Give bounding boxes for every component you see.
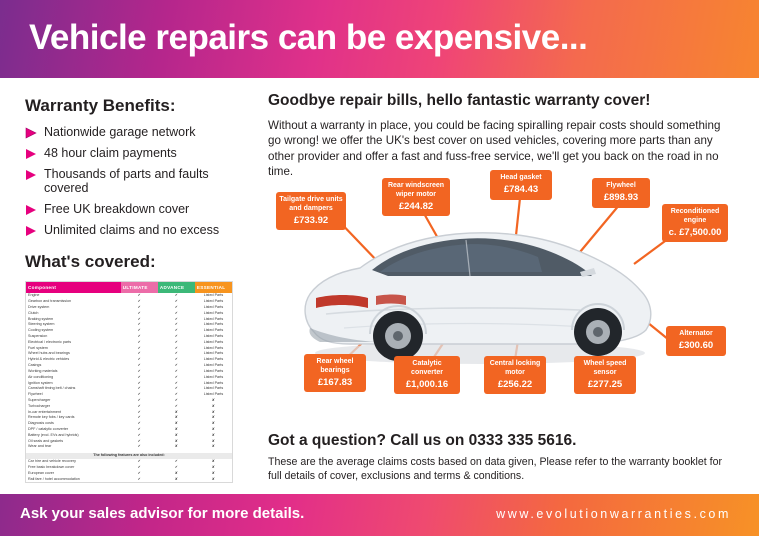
table-subheading: The following features are also included: [26, 453, 232, 459]
cell-component: Suspension [28, 334, 48, 339]
cell-ultimate: ✔ [137, 464, 141, 469]
cell-ultimate: ✔ [137, 415, 141, 420]
contact-disclaimer: These are the average claims costs based on data given, Please refer to the warranty booklet for full details of cover, exclusions and terms & conditions. [268, 456, 723, 482]
cell-essential: ✘ [211, 432, 215, 437]
cell-component: In-car entertainment [28, 409, 61, 414]
cell-component: Casings [28, 363, 42, 368]
cell-ultimate: ✔ [137, 310, 141, 315]
callout-alternator [666, 326, 726, 356]
cell-essential: ✘ [211, 421, 215, 426]
callout-tailgate-drive-units [276, 192, 346, 230]
cell-advance: ✘ [174, 432, 178, 437]
cell-component: Turbocharger [28, 403, 50, 408]
page-footer [0, 494, 759, 536]
list-item [25, 202, 253, 217]
page-title: Vehicle repairs can be expensive... [29, 18, 588, 57]
cell-advance: ✘ [174, 476, 178, 481]
cell-essential: Listed Parts [203, 339, 224, 344]
cell-advance: ✔ [174, 386, 178, 391]
arrow-icon [25, 127, 38, 140]
cell-advance: ✔ [174, 310, 178, 315]
cell-ultimate: ✔ [137, 368, 141, 373]
benefits-list [25, 125, 253, 238]
cell-ultimate: ✔ [137, 351, 141, 356]
cell-component: Free basic breakdown cover [28, 464, 75, 469]
benefit-label: Thousands of parts and faults covered [44, 167, 209, 196]
cell-component: Flywheel [28, 392, 43, 397]
cell-advance: ✔ [174, 397, 178, 402]
cell-component: Hybrid & electric vehicles [28, 357, 70, 362]
cell-essential: Listed Parts [203, 310, 224, 315]
cell-advance: ✘ [174, 438, 178, 443]
cell-advance: ✔ [174, 363, 178, 368]
cell-essential: ✘ [211, 403, 215, 408]
cell-essential: ✘ [211, 438, 215, 443]
cell-component: Wheel hubs and bearings [28, 351, 70, 356]
benefit-label: Unlimited claims and no excess [44, 222, 220, 237]
cell-ultimate: ✔ [137, 397, 141, 402]
arrow-icon [25, 169, 38, 182]
callout-price: £244.82 [398, 200, 434, 212]
cell-ultimate: ✔ [137, 438, 141, 443]
arrow-icon [25, 204, 38, 217]
cell-ultimate: ✔ [137, 357, 141, 362]
callout-label: Head gasket [500, 174, 542, 181]
cell-essential: Listed Parts [203, 368, 224, 373]
list-item [25, 146, 253, 161]
callout-rear-wiper-motor [382, 178, 450, 216]
arrow-icon [25, 225, 38, 238]
cell-essential: Listed Parts [203, 363, 224, 368]
cell-ultimate: ✔ [137, 322, 141, 327]
cell-ultimate: ✔ [137, 421, 141, 426]
callout-price: £167.83 [317, 376, 353, 388]
callout-price: £784.43 [503, 183, 539, 195]
cell-advance: ✔ [174, 293, 178, 298]
cell-component: Ignition system [28, 380, 53, 385]
cell-ultimate: ✔ [137, 459, 141, 464]
cell-ultimate: ✔ [137, 432, 141, 437]
cell-ultimate: ✔ [137, 299, 141, 304]
right-column [268, 92, 736, 179]
cell-essential: ✘ [211, 464, 215, 469]
column-header-component: Component [26, 282, 121, 293]
callout-price: £898.93 [603, 191, 639, 203]
cell-component: Cooling system [28, 328, 54, 333]
cell-essential: ✘ [211, 470, 215, 475]
callout-label: Central locking motor [489, 360, 541, 376]
column-header-essential: ESSENTIAL [195, 282, 232, 293]
cell-advance: ✔ [174, 322, 178, 327]
cell-component: Car hire and vehicle recovery [28, 459, 76, 464]
cell-advance: ✔ [174, 374, 178, 379]
cell-advance: ✔ [174, 328, 178, 333]
cell-advance: ✘ [174, 409, 178, 414]
list-item [25, 167, 253, 196]
benefit-label: Nationwide garage network [44, 125, 196, 139]
cell-component: Fuel system [28, 345, 48, 350]
cell-advance: ✔ [174, 316, 178, 321]
cell-essential: Listed Parts [203, 328, 224, 333]
cell-essential: Listed Parts [203, 345, 224, 350]
cell-ultimate: ✔ [137, 386, 141, 391]
cell-component: DPF / catalytic converter [28, 427, 69, 432]
column-header-ultimate: ULTIMATE [121, 282, 158, 293]
cell-advance: ✘ [174, 415, 178, 420]
callout-price: £733.92 [293, 214, 329, 226]
covered-heading: What's covered: [25, 251, 156, 271]
callout-price: £1,000.16 [405, 378, 449, 390]
cover-pitch-title: Goodbye repair bills, hello fantastic warranty cover! [268, 92, 651, 109]
callout-price: £277.25 [587, 378, 623, 390]
cell-ultimate: ✔ [137, 380, 141, 385]
cell-component: Wear and tear [28, 444, 52, 449]
benefit-label: 48 hour claim payments [44, 146, 177, 160]
cell-ultimate: ✔ [137, 403, 141, 408]
cell-essential: Listed Parts [203, 374, 224, 379]
cell-essential: Listed Parts [203, 351, 224, 356]
cell-ultimate: ✔ [137, 293, 141, 298]
cell-component: Battery (excl. EVs and hybrids) [28, 432, 79, 437]
cell-component: Electrical / electronic parts [28, 339, 72, 344]
cell-essential: Listed Parts [203, 299, 224, 304]
callout-rear-wheel-bearings [304, 354, 366, 392]
cell-ultimate: ✔ [137, 345, 141, 350]
cell-ultimate: ✔ [137, 339, 141, 344]
cell-essential: Listed Parts [203, 293, 224, 298]
cell-component: Air conditioning [28, 374, 54, 379]
callout-label: Flywheel [606, 182, 636, 189]
cell-ultimate: ✔ [137, 392, 141, 397]
cell-advance: ✔ [174, 392, 178, 397]
cell-component: Remote key fobs / key cards [28, 415, 75, 420]
cell-advance: ✔ [174, 304, 178, 309]
cell-component: Clutch [28, 310, 39, 315]
cell-essential: ✘ [211, 476, 215, 481]
cover-pitch-body: Without a warranty in place, you could be facing spiralling repair costs should something go wrong! we offer the UK's best cover on used vehicles, covering more parts than any other provider and offer a fast and fuss-free service, we'll get you back on the road in no time. [268, 119, 721, 178]
cell-essential: ✘ [211, 397, 215, 402]
cell-essential: ✘ [211, 409, 215, 414]
cell-component: Steering system [28, 322, 55, 327]
callout-reconditioned-engine [662, 204, 728, 242]
contact-block [268, 432, 738, 484]
callout-label: Alternator [679, 330, 713, 337]
cell-advance: ✔ [174, 380, 178, 385]
cell-ultimate: ✔ [137, 409, 141, 414]
cell-component: Diagnosis costs [28, 421, 54, 426]
cell-component: Oil seals and gaskets [28, 438, 64, 443]
cell-ultimate: ✔ [137, 328, 141, 333]
cell-advance: ✔ [174, 357, 178, 362]
cell-ultimate: ✔ [137, 316, 141, 321]
cell-essential: Listed Parts [203, 322, 224, 327]
cell-essential: ✘ [211, 444, 215, 449]
cell-component: Rail fare / hotel accommodation [28, 476, 80, 481]
cell-component: Engine [28, 293, 40, 298]
cell-advance: ✘ [174, 444, 178, 449]
cell-essential: Listed Parts [203, 386, 224, 391]
footer-website[interactable]: www.evolutionwarranties.com [496, 507, 731, 521]
car-diagram [262, 168, 742, 418]
contact-title: Got a question? Call us on 0333 335 5616. [268, 432, 577, 449]
list-item [25, 125, 253, 140]
cell-advance: ✔ [174, 351, 178, 356]
cell-advance: ✘ [174, 427, 178, 432]
cell-component: Working materials [28, 368, 58, 373]
cell-ultimate: ✔ [137, 470, 141, 475]
page-header [0, 0, 759, 78]
callout-label: Wheel speed sensor [583, 360, 627, 376]
footer-cta: Ask your sales advisor for more details. [20, 505, 305, 522]
cell-ultimate: ✔ [137, 304, 141, 309]
cell-advance: ✔ [174, 339, 178, 344]
callout-label: Rear windscreen wiper motor [387, 182, 445, 198]
cell-essential: Listed Parts [203, 334, 224, 339]
car-illustration [280, 210, 680, 370]
callout-wheel-speed-sensor [574, 356, 636, 394]
cell-advance: ✔ [174, 403, 178, 408]
cell-advance: ✔ [174, 334, 178, 339]
callout-label: Reconditioned engine [670, 208, 720, 224]
cell-component: Camshaft timing belt / chains [28, 386, 76, 391]
cell-essential: ✘ [211, 427, 215, 432]
benefit-label: Free UK breakdown cover [44, 201, 190, 216]
callout-price: £256.22 [497, 378, 533, 390]
cell-component: Gearbox and transmission [28, 299, 72, 304]
callout-label: Rear wheel bearings [316, 358, 354, 374]
table-header-row [26, 282, 232, 293]
cell-advance: ✔ [174, 368, 178, 373]
cell-essential: Listed Parts [203, 304, 224, 309]
cell-ultimate: ✔ [137, 444, 141, 449]
cell-advance: ✘ [174, 470, 178, 475]
arrow-icon [25, 148, 38, 161]
cell-advance: ✔ [174, 459, 178, 464]
coverage-table [25, 281, 233, 483]
cell-essential: ✘ [211, 415, 215, 420]
cell-essential: Listed Parts [203, 316, 224, 321]
cell-ultimate: ✔ [137, 334, 141, 339]
cell-essential: Listed Parts [203, 392, 224, 397]
table-row [26, 476, 232, 482]
cell-essential: ✘ [211, 459, 215, 464]
benefits-heading: Warranty Benefits: [25, 96, 176, 115]
cell-ultimate: ✔ [137, 427, 141, 432]
callout-label: Tailgate drive units and dampers [279, 196, 343, 212]
cell-component: European cover [28, 470, 55, 475]
cell-advance: ✔ [174, 345, 178, 350]
cell-ultimate: ✔ [137, 363, 141, 368]
cell-component: Braking system [28, 316, 54, 321]
callout-flywheel [592, 178, 650, 208]
cell-advance: ✔ [174, 464, 178, 469]
cell-essential: Listed Parts [203, 357, 224, 362]
cell-component: Supercharger [28, 397, 51, 402]
left-column [25, 96, 253, 483]
cell-essential: Listed Parts [203, 380, 224, 385]
cell-advance: ✘ [174, 421, 178, 426]
callout-price: c. £7,500.00 [668, 226, 722, 238]
list-item [25, 223, 253, 238]
cell-ultimate: ✔ [137, 374, 141, 379]
callout-label: Catalytic converter [411, 360, 443, 376]
callout-price: £300.60 [678, 339, 714, 351]
cell-advance: ✔ [174, 299, 178, 304]
cell-component: Drive system [28, 304, 50, 309]
callout-head-gasket [490, 170, 552, 200]
callout-catalytic-converter [394, 356, 460, 394]
callout-central-locking-motor [484, 356, 546, 394]
column-header-advance: ADVANCE [158, 282, 195, 293]
cell-ultimate: ✔ [137, 476, 141, 481]
